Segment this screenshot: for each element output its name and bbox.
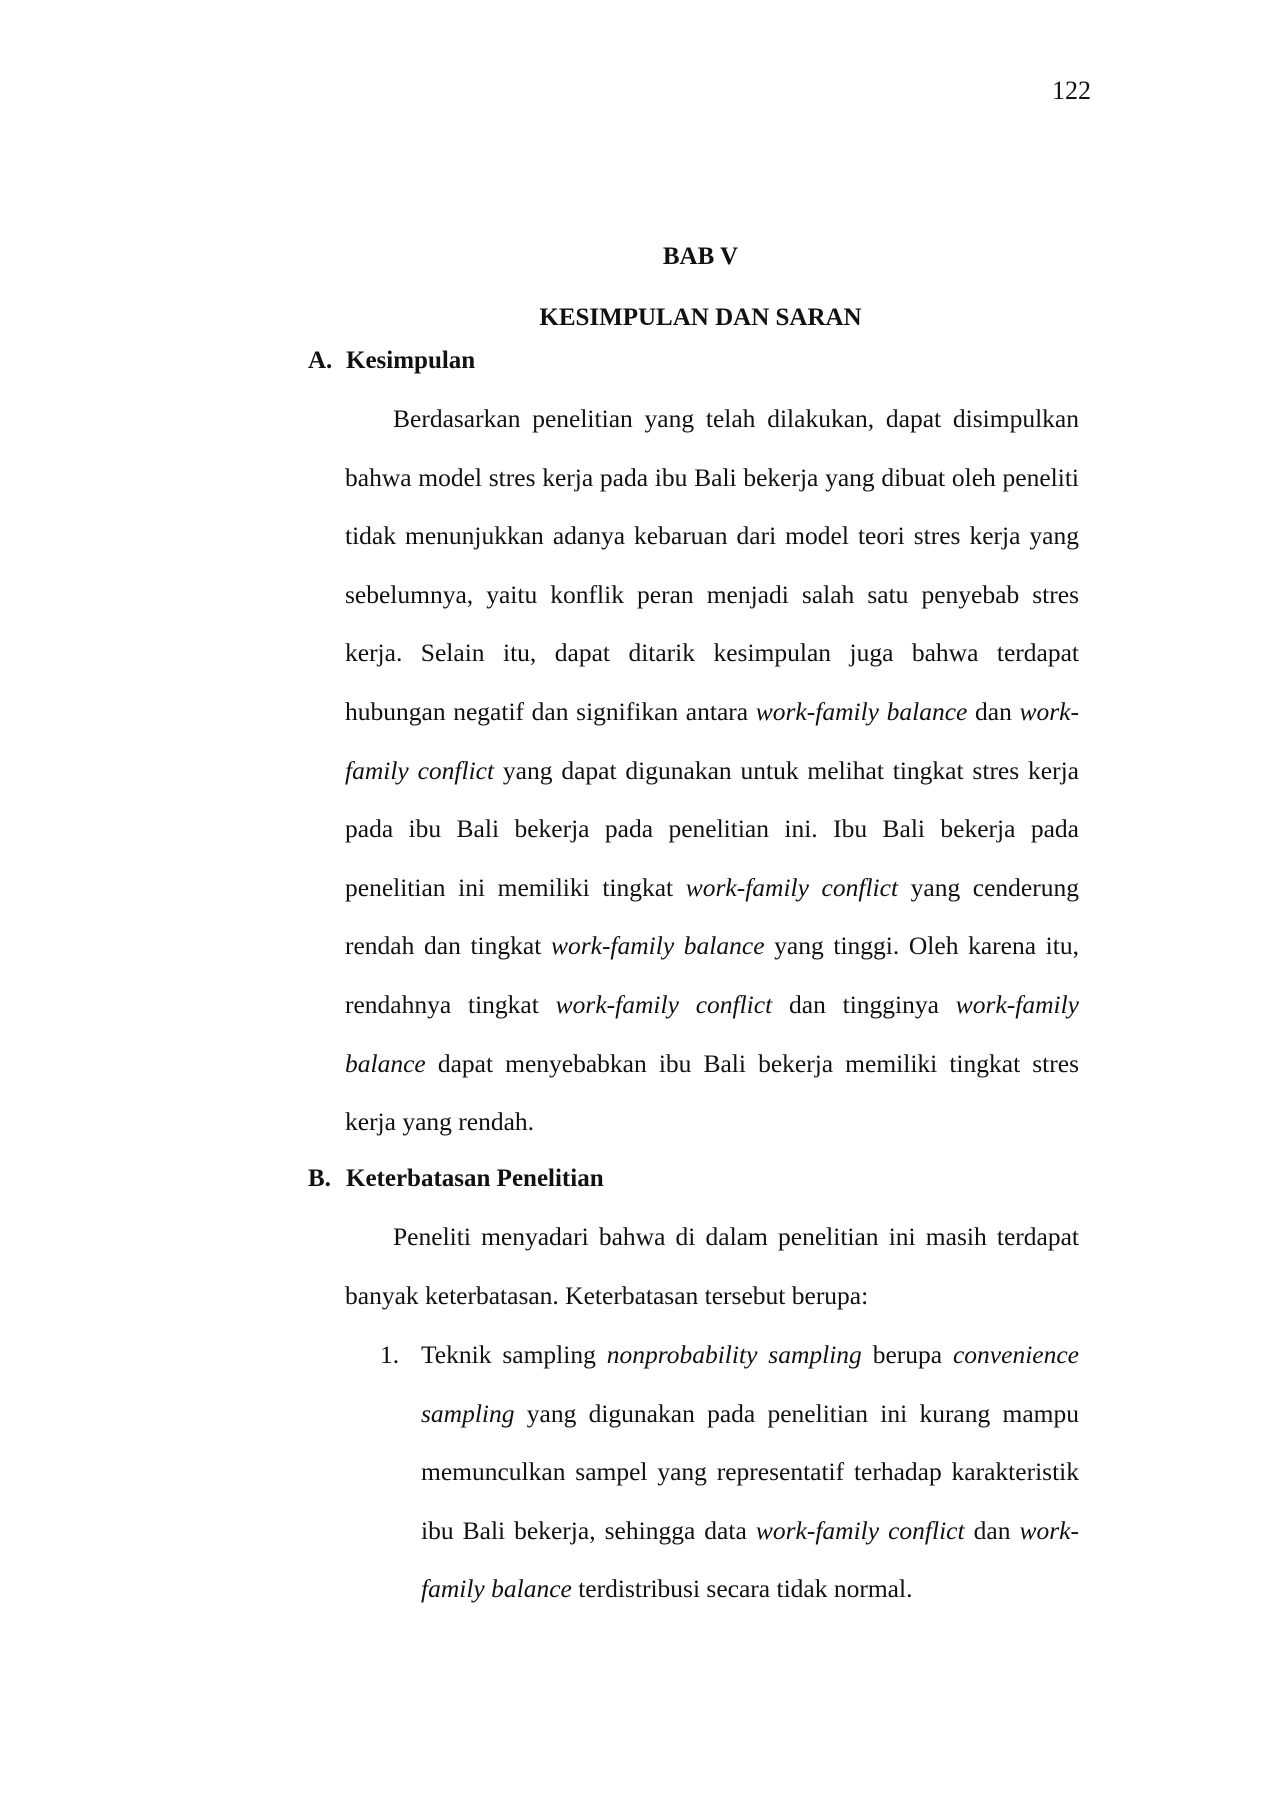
section-a-heading (308, 347, 475, 375)
text-run: dan (967, 696, 1020, 726)
section-b-heading (308, 1165, 604, 1193)
italic-term: work-family balance (345, 989, 1079, 1078)
italic-term: work-family balance (421, 1515, 1079, 1604)
italic-term: nonprobability sampling (606, 1340, 862, 1369)
page-number: 122 (1052, 76, 1091, 105)
italic-term: work-family conflict (555, 989, 773, 1019)
list-item (380, 1326, 1079, 1619)
list-item-number: 1. (380, 1340, 400, 1369)
italic-term: work-family balance (550, 931, 765, 961)
text-run: Berdasarkan penelitian yang telah dilakukan, dapat disimpulkan bahwa model stres kerja pada ibu Bali bekerja yang dibuat oleh peneliti tidak menunjukkan adanya kebaruan dari model teori stres kerja yang sebelumnya, yaitu konflik peran menjadi salah satu penyebab stres kerja. Selain itu, dapat ditarik kesimpulan juga bahwa terdapat hubungan negatif dan signifikan antara (345, 404, 1079, 726)
text-run: dapat menyebabkan ibu Bali bekerja memiliki tingkat stres kerja yang rendah. (345, 1048, 1079, 1137)
chapter-title: KESIMPULAN DAN SARAN (539, 304, 862, 331)
text-run: terdistribusi secara tidak normal. (571, 1574, 913, 1604)
limitations-list (380, 1326, 1079, 1619)
text-run: yang tinggi. Oleh karena itu, rendahnya tingkat (345, 931, 1079, 1019)
italic-term: work-family balance (755, 696, 968, 726)
italic-term: work-family conflict (685, 872, 899, 902)
section-b-title: Keterbatasan Penelitian (346, 1165, 604, 1192)
section-a-letter: A. (308, 347, 333, 374)
conclusion-paragraph (345, 390, 1079, 1152)
text-run: berupa (861, 1340, 953, 1369)
chapter-number: BAB V (662, 243, 739, 270)
italic-term: work-family conflict (755, 1515, 965, 1545)
text-run: yang digunakan pada penelitian ini kurang mampu memunculkan sampel yang representatif terhadap karakteristik ibu Bali bekerja, sehingga data (421, 1398, 1079, 1545)
text-run: yang cenderung rendah dan tingkat (345, 872, 1079, 961)
italic-term: convenience sampling (421, 1340, 1079, 1428)
italic-term: work-family conflict (345, 696, 1079, 785)
text-run: yang dapat digunakan untuk melihat tingkat stres kerja pada ibu Bali bekerja pada penelitian ini. Ibu Bali bekerja pada penelitian ini memiliki tingkat (345, 755, 1079, 902)
text-run: dan tingginya (772, 989, 956, 1019)
section-a-title: Kesimpulan (346, 347, 476, 374)
section-b-letter: B. (308, 1165, 331, 1192)
text-run: Teknik sampling (421, 1340, 607, 1369)
text-run: dan (964, 1515, 1020, 1545)
limitations-paragraph: Peneliti menyadari bahwa di dalam penelitian ini masih terdapat banyak keterbatasan. Keterbatasan tersebut berupa: (345, 1222, 1079, 1310)
